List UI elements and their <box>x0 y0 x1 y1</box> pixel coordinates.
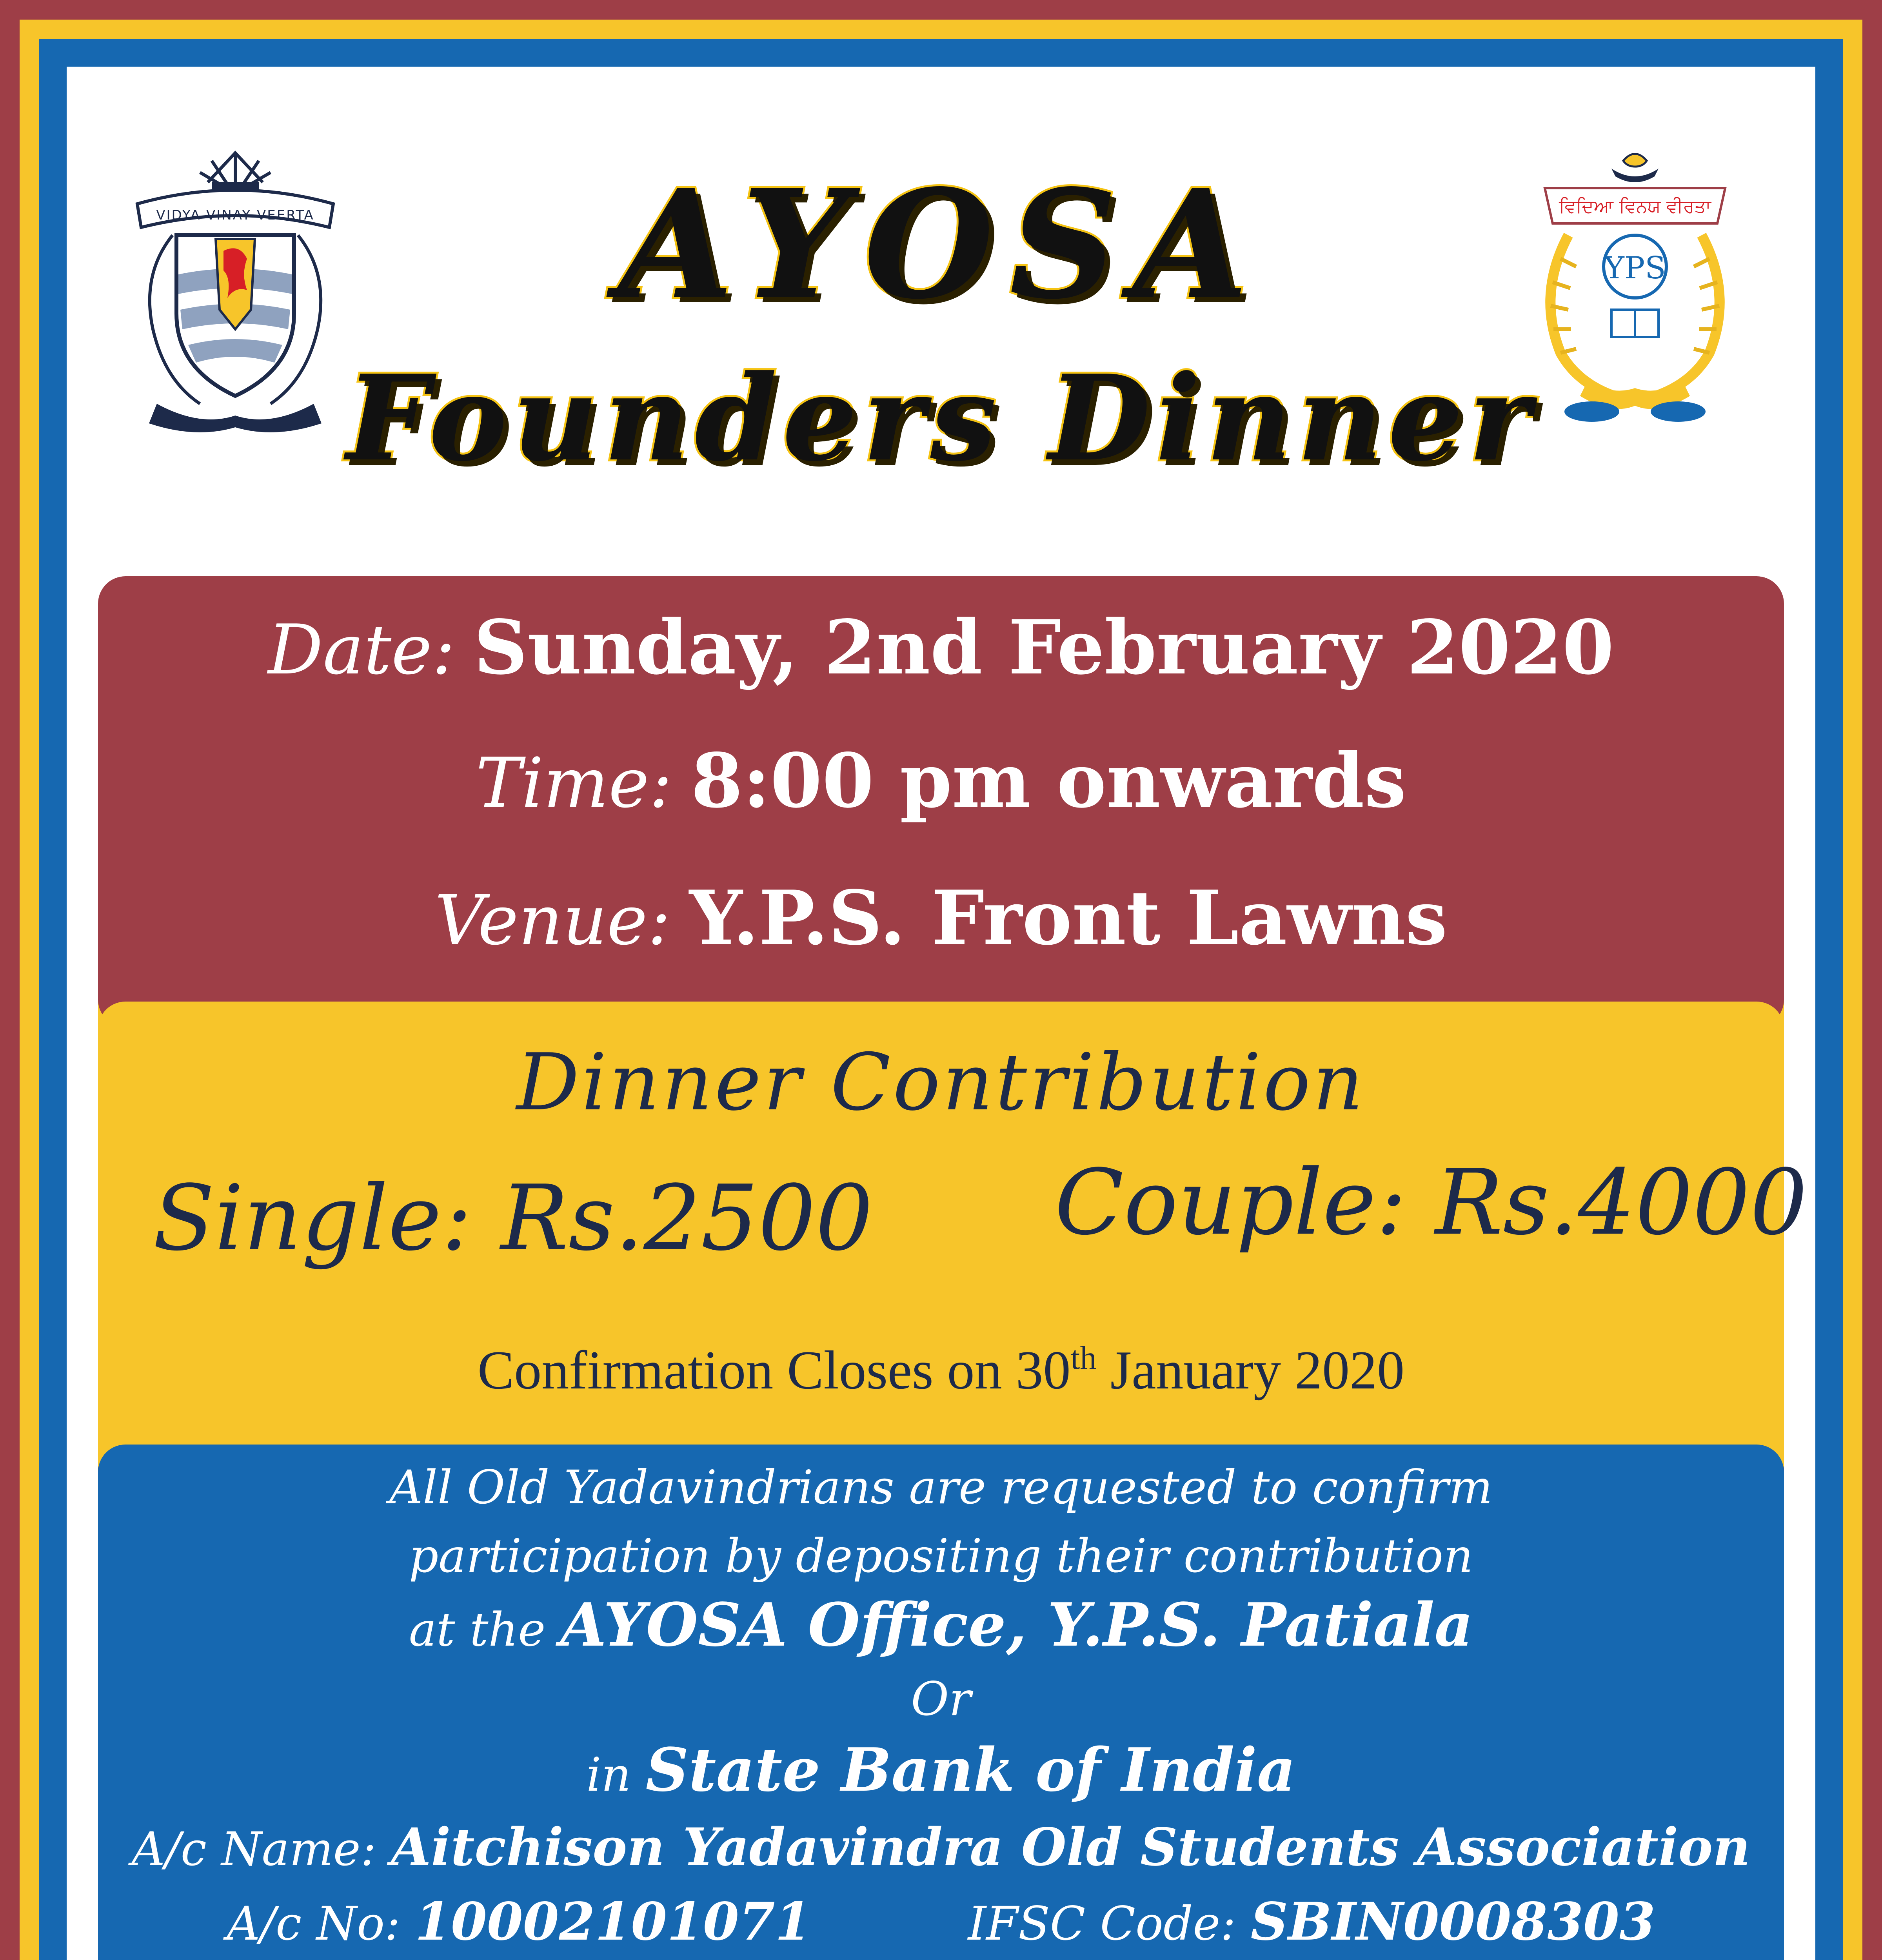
bank-prefix: in <box>586 1748 646 1802</box>
time-label: Time: <box>476 744 672 823</box>
couple-price: Couple: Rs.4000 <box>1055 1151 1808 1255</box>
confirm-ordinal: th <box>1070 1339 1097 1376</box>
account-name-label: A/c Name: <box>131 1822 391 1876</box>
payment-instruction-1: All Old Yadavindrians are requested to confirm <box>389 1460 1493 1514</box>
poster-subtitle: Founders Dinner <box>346 349 1536 487</box>
ifsc-label: IFSC Code: <box>968 1896 1251 1951</box>
confirm-prefix: Confirmation Closes on 30 <box>477 1340 1071 1401</box>
account-number-label: A/c No: <box>227 1896 415 1951</box>
payment-office <box>98 1590 1784 1660</box>
contribution-panel <box>98 1002 1808 1492</box>
yps-motto-gurmukhi: ਵਿਦਿਆ ਵਿਨਯ ਵੀਰਤਾ <box>1559 196 1711 217</box>
bank-name: State Bank of India <box>645 1735 1296 1805</box>
account-name-value: Aitchison Yadavindra Old Students Association <box>391 1817 1751 1878</box>
office-prefix: at the <box>409 1602 560 1657</box>
payment-instruction-2: participation by depositing their contribution <box>409 1529 1473 1583</box>
date-label: Date: <box>268 610 455 690</box>
venue-value: Y.P.S. Front Lawns <box>689 874 1448 962</box>
account-name <box>98 1817 1784 1878</box>
ifsc-value: SBIN0008303 <box>1250 1891 1655 1952</box>
poster-canvas <box>67 67 1815 1960</box>
confirmation-deadline <box>98 1339 1784 1402</box>
payment-or: Or <box>911 1672 971 1726</box>
time-value: 8:00 pm onwards <box>691 737 1406 824</box>
yps-initials: YPS <box>1604 250 1666 286</box>
crest-motto: VIDYA VINAY VEERTA <box>156 207 314 223</box>
account-number-value: 10002101071 <box>415 1891 811 1952</box>
office-name: AYOSA Office, Y.P.S. Patiala <box>560 1590 1473 1660</box>
payment-panel <box>98 1445 1784 1960</box>
payment-bank <box>98 1735 1784 1805</box>
single-price: Single: Rs.2500 <box>153 1166 873 1271</box>
event-venue <box>98 874 1784 962</box>
event-time <box>98 737 1784 825</box>
poster-title: AYOSA <box>618 157 1264 332</box>
venue-label: Venue: <box>434 881 671 960</box>
event-details-panel <box>98 576 1784 1027</box>
account-details <box>98 1891 1784 1952</box>
confirm-suffix: January 2020 <box>1096 1340 1405 1401</box>
event-date <box>98 604 1784 691</box>
contribution-heading: Dinner Contribution <box>516 1037 1366 1128</box>
date-value: Sunday, 2nd February 2020 <box>474 604 1614 691</box>
